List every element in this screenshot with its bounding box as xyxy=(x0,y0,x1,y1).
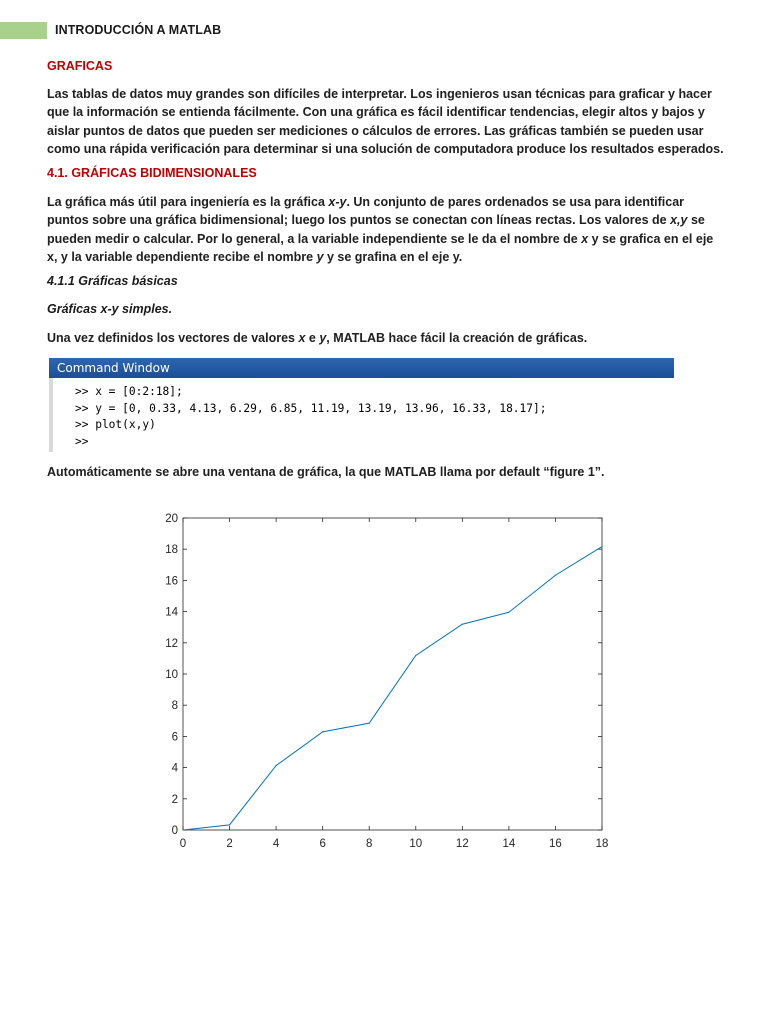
command-window-code xyxy=(75,384,546,450)
x-tick-label: 10 xyxy=(409,838,423,850)
y-tick-label: 6 xyxy=(171,731,178,744)
figure-paragraph: Automáticamente se abre una ventana de gráfica, la que MATLAB llama por default “figure 1”. xyxy=(47,465,605,479)
y-tick-label: 10 xyxy=(165,669,178,681)
y-tick-label: 20 xyxy=(165,513,178,525)
line-chart xyxy=(150,505,620,860)
plot-area-frame xyxy=(183,518,602,830)
y-tick-label: 8 xyxy=(171,700,178,713)
bidimensionales-paragraph: La gráfica más útil para ingeniería es la gráfica x-y. Un conjunto de pares ordenados se usa para identificar puntos sobre una gráfica bidimensional; luego los puntos se conectan con líneas rectas. Los valores de x,y se pueden medir o calcular. Por lo general, a la variable independiente se le da el nombre de x y se grafica en el eje x, y la variable dependiente recibe el nombre y y se grafina en el eje y. xyxy=(47,195,714,264)
x-tick-label: 6 xyxy=(319,838,326,850)
data-point xyxy=(369,723,370,724)
section-heading-bidimensionales: 4.1. GRÁFICAS BIDIMENSIONALES xyxy=(47,166,257,180)
subheading-graficas-simples: Gráficas x-y simples. xyxy=(47,302,173,316)
document-header-title: INTRODUCCIÓN A MATLAB xyxy=(55,23,222,37)
section-heading-graficas: GRAFICAS xyxy=(47,59,113,73)
code-line: >> x = [0:2:18]; xyxy=(75,385,183,398)
data-point xyxy=(276,765,277,766)
y-tick-label: 16 xyxy=(165,575,178,588)
code-line: >> xyxy=(75,434,89,448)
y-tick-label: 0 xyxy=(171,825,178,837)
code-line: >> y = [0, 0.33, 4.13, 6.29, 6.85, 11.19, 13.19, 13.96, 16.33, 18.17]; xyxy=(75,401,547,415)
y-tick-label: 4 xyxy=(171,762,178,775)
matlab-command-window xyxy=(49,358,674,452)
y-tick-label: 14 xyxy=(165,606,178,619)
command-window-gutter xyxy=(49,378,53,452)
x-tick-label: 18 xyxy=(595,838,609,850)
x-tick-label: 4 xyxy=(272,838,280,850)
x-tick-label: 12 xyxy=(455,838,469,850)
x-tick-label: 8 xyxy=(366,838,373,850)
x-tick-label: 2 xyxy=(226,838,233,850)
data-point xyxy=(415,655,416,656)
subheading-graficas-basicas: 4.1.1 Gráficas básicas xyxy=(47,274,178,288)
graficas-paragraph: Las tablas de datos muy grandes son difíciles de interpretar. Los ingenieros usan técnicas para graficar y hacer que la información se entienda fácilmente. Con una gráfica es fácil identificar tendencias, elegir altos y bajos y aislar puntos de datos que pueden ser mediciones o cálculos de errores. Las gráficas también se pueden usar como una rápida verificación para determinar si una solución de computadora produce los resultados esperados. xyxy=(47,87,724,156)
x-tick-label: 0 xyxy=(179,838,187,850)
x-tick-label: 16 xyxy=(549,838,562,850)
data-point xyxy=(229,824,230,825)
code-line: >> plot(x,y) xyxy=(75,418,156,432)
chart-svg xyxy=(150,505,620,860)
data-point xyxy=(182,829,183,830)
data-point xyxy=(555,575,556,576)
y-tick-label: 2 xyxy=(171,793,178,806)
data-point xyxy=(462,624,463,625)
header-accent-bar xyxy=(0,22,47,39)
vectores-paragraph: Una vez definidos los vectores de valores x e y, MATLAB hace fácil la creación de gráficas. xyxy=(47,331,588,345)
command-window-title: Command Window xyxy=(49,358,674,378)
y-tick-label: 18 xyxy=(165,544,178,557)
data-point xyxy=(601,546,602,547)
y-tick-label: 12 xyxy=(165,637,178,650)
data-point xyxy=(508,612,509,613)
data-point xyxy=(322,731,323,732)
x-tick-label: 14 xyxy=(502,838,516,850)
